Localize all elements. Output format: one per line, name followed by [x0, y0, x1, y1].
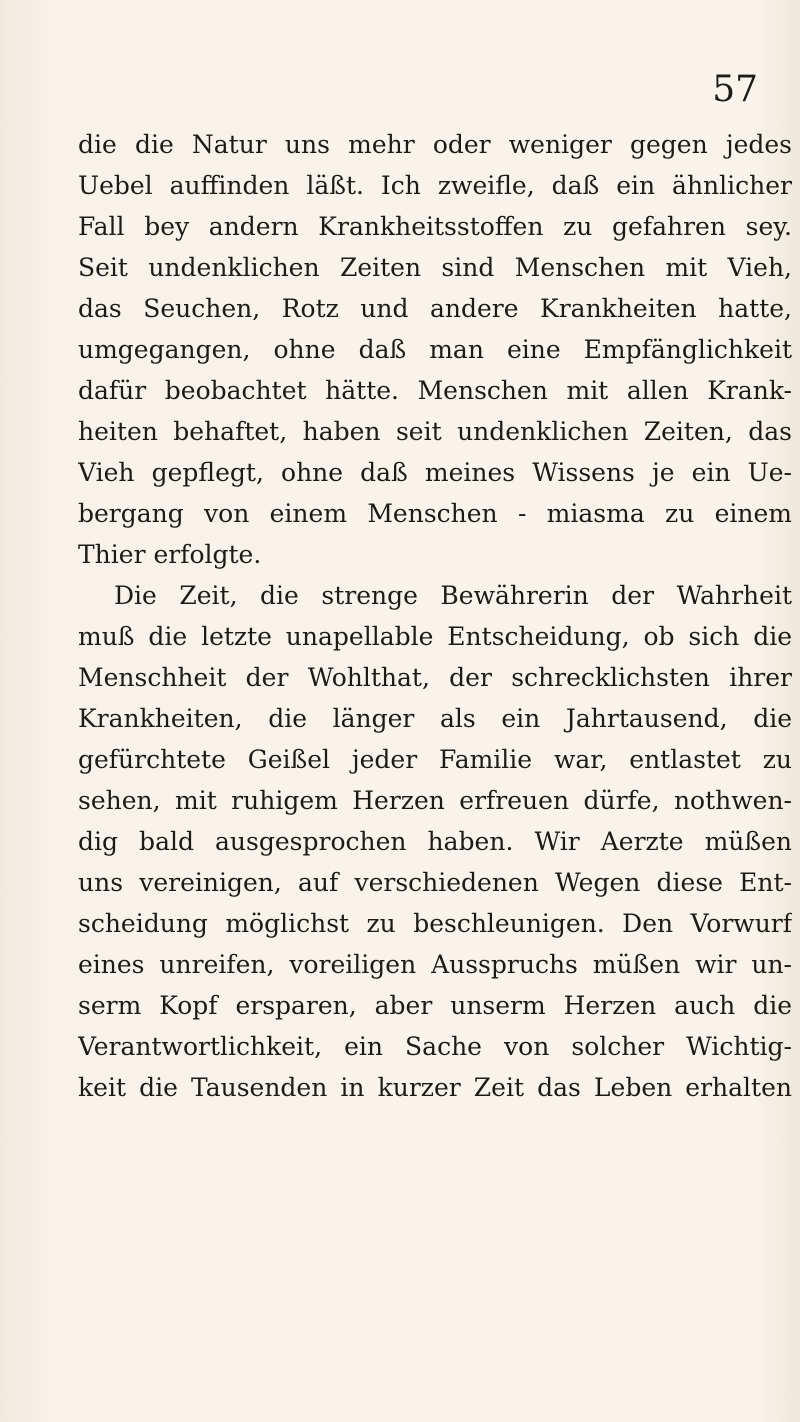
text-line: umgegangen, ohne daß man eine Empfänglichkeit [78, 335, 792, 364]
text-line: das Seuchen, Rotz und andere Krankheiten hatte, [78, 294, 792, 323]
text-line: Krankheiten, die länger als ein Jahrtausend, die [78, 704, 792, 733]
text-line: Menschheit der Wohlthat, der schrecklichsten ihrer [78, 663, 792, 692]
text-line: heiten behaftet, haben seit undenklichen Zeiten, das [78, 417, 792, 446]
paragraph-start-line: Die Zeit, die strenge Bewährerin der Wahrheit [114, 581, 792, 610]
text-line: Fall bey andern Krankheitsstoffen zu gefahren sey. [78, 212, 792, 241]
text-line: keit die Tausenden in kurzer Zeit das Leben erhalten [78, 1073, 792, 1102]
text-line: muß die letzte unapellable Entscheidung, ob sich die [78, 622, 792, 651]
text-line: uns vereinigen, auf verschiedenen Wegen diese Ent- [78, 868, 792, 897]
text-line: sehen, mit ruhigem Herzen erfreuen dürfe, nothwen- [78, 786, 792, 815]
text-line: scheidung möglichst zu beschleunigen. Den Vorwurf [78, 909, 792, 938]
text-line: dig bald ausgesprochen haben. Wir Aerzte müßen [78, 827, 792, 856]
text-line: Vieh gepflegt, ohne daß meines Wissens je ein Ue- [78, 458, 792, 487]
text-line: Uebel auffinden läßt. Ich zweifle, daß ein ähnlicher [78, 171, 792, 200]
text-line: serm Kopf ersparen, aber unserm Herzen auch die [78, 991, 792, 1020]
text-line: Seit undenklichen Zeiten sind Menschen mit Vieh, [78, 253, 792, 282]
text-line: dafür beobachtet hätte. Menschen mit allen Krank- [78, 376, 792, 405]
page-number: 57 [712, 69, 758, 110]
text-line: Thier erfolgte. [78, 540, 262, 569]
text-line: Verantwortlichkeit, ein Sache von solcher Wichtig- [78, 1032, 792, 1061]
body-text [78, 124, 792, 1108]
text-line: die die Natur uns mehr oder weniger gegen jedes [78, 130, 792, 159]
text-line: bergang von einem Menschen - miasma zu einem [78, 499, 792, 528]
text-line: eines unreifen, voreiligen Ausspruchs müßen wir un- [78, 950, 792, 979]
text-line: gefürchtete Geißel jeder Familie war, entlastet zu [78, 745, 792, 774]
